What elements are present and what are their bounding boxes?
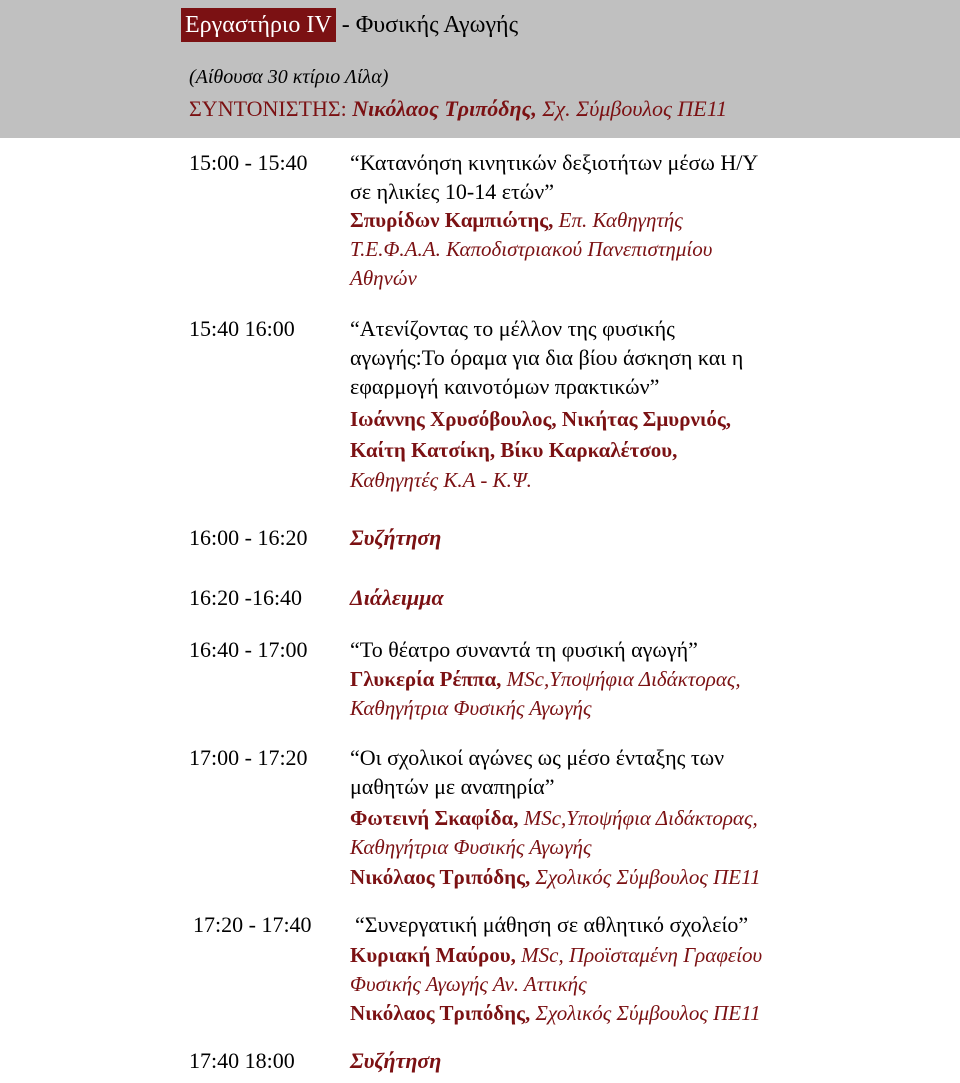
speaker-role: Σχολικός Σύμβουλος ΠΕ11 [530,1001,761,1025]
talk-title-line: εφαρμογή καινοτόμων πρακτικών” [350,374,660,399]
time-slot: 17:20 - 17:40 [193,912,312,937]
speaker-line [350,941,762,970]
speaker-role: MSc, Προϊσταμένη Γραφείου [515,943,763,967]
title-rest: - Φυσικής Αγωγής [335,12,519,38]
time-slot: 16:20 -16:40 [189,585,303,610]
title-highlight: Εργαστήριο IV [181,8,336,42]
speaker-names: Καίτη Κατσίκη, Βίκυ Καρκαλέτσου, [350,438,678,462]
speaker-role: Σχολικός Σύμβουλος ΠΕ11 [530,865,761,889]
speaker-line [350,999,761,1028]
talk-title-line: μαθητών με αναπηρία” [350,774,555,799]
coordinator-line [189,96,727,122]
talk-title-line: “Το θέατρο συναντά τη φυσική αγωγή” [350,637,698,662]
time-slot: 17:00 - 17:20 [189,745,308,770]
talk-title-line: “Κατανόηση κινητικών δεξιοτήτων μέσω Η/Υ [350,150,759,175]
talk-title-line: σε ηλικίες 10-14 ετών” [350,179,554,204]
time-slot: 15:40 16:00 [189,316,295,341]
room-info: (Αίθουσα 30 κτίριο Λίλα) [189,66,389,88]
speaker-name: Γλυκερία Ρέππα, [350,667,502,691]
speaker-name: Σπυρίδων Καμπιώτης, [350,208,554,232]
talk-title-line: “Συνεργατική μάθηση σε αθλητικό σχολείο” [355,912,749,937]
speaker-name: Νικόλαος Τριπόδης, [350,1001,531,1025]
speaker-line [350,863,761,892]
speaker-role: Φυσικής Αγωγής Αν. Αττικής [350,972,587,996]
speaker-role: Καθηγήτρια Φυσικής Αγωγής [350,696,592,720]
speaker-name: Φωτεινή Σκαφίδα, [350,806,519,830]
speaker-line [350,665,741,694]
talk-title-line: αγωγής:Το όραμα για δια βίου άσκηση και η [350,345,744,370]
header-banner [0,0,960,138]
speaker-line [350,206,683,235]
speaker-affiliation: Αθηνών [350,266,417,290]
workshop-title [181,8,518,42]
coordinator-label: ΣΥΝΤΟΝΙΣΤΗΣ: [189,96,353,121]
speaker-role: Καθηγητές Κ.Α - Κ.Ψ. [350,468,532,492]
coordinator-role: Σχ. Σύμβουλος ΠΕ11 [536,96,728,121]
speaker-role: Καθηγήτρια Φυσικής Αγωγής [350,835,592,859]
time-slot: 17:40 18:00 [189,1048,295,1073]
speaker-affiliation: Τ.Ε.Φ.Α.Α. Καποδιστριακού Πανεπιστημίου [350,237,713,261]
discussion-label: Συζήτηση [350,1048,442,1073]
talk-title-line: “Οι σχολικοί αγώνες ως μέσο ένταξης των [350,745,725,770]
speaker-name: Νικόλαος Τριπόδης, [350,865,531,889]
time-slot: 16:00 - 16:20 [189,525,308,550]
time-slot: 16:40 - 17:00 [189,637,308,662]
speaker-role: MSc,Υποψήφια Διδάκτορας, [501,667,741,691]
speaker-line [350,804,758,833]
speaker-role: Επ. Καθηγητής [553,208,683,232]
talk-title-line: “Ατενίζοντας το μέλλον της φυσικής [350,316,675,341]
coordinator-name: Νικόλαος Τριπόδης, [352,96,537,121]
speaker-names: Ιωάννης Χρυσόβουλος, Νικήτας Σμυρνιός, [350,407,731,431]
speaker-name: Κυριακή Μαύρου, [350,943,516,967]
discussion-label: Συζήτηση [350,525,442,550]
break-label: Διάλειμμα [350,585,444,610]
speaker-role: MSc,Υποψήφια Διδάκτορας, [518,806,758,830]
time-slot: 15:00 - 15:40 [189,150,308,175]
